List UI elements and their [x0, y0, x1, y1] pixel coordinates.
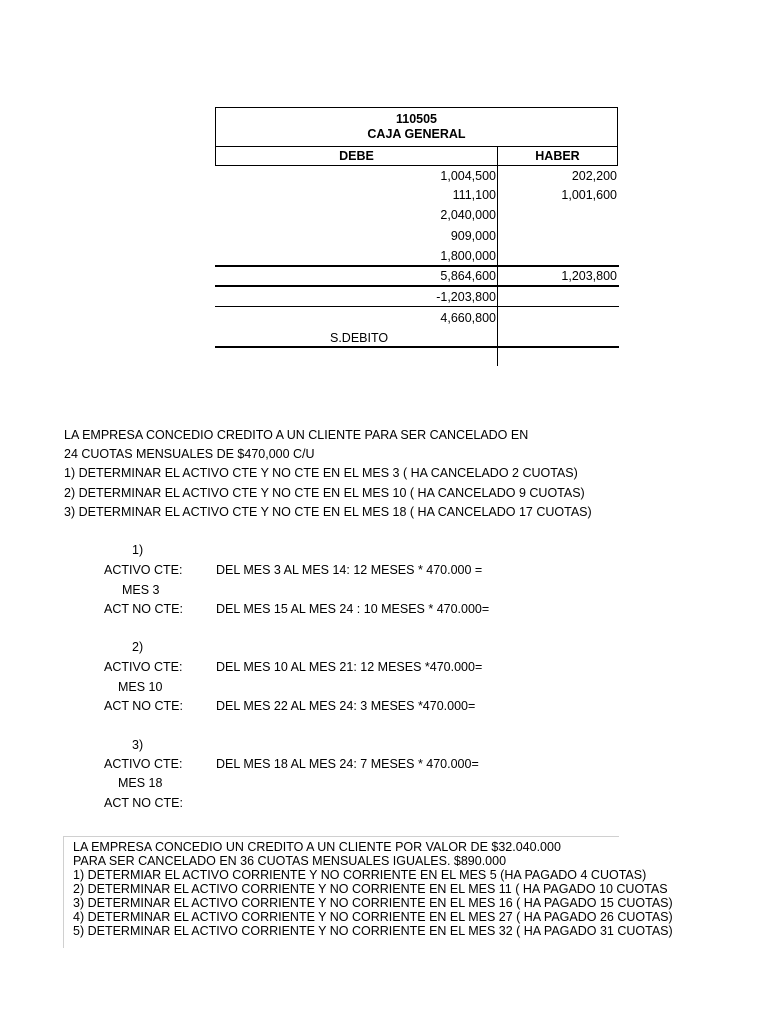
act-no-cte-calc: DEL MES 15 AL MES 24 : 10 MESES * 470.000= — [216, 602, 490, 616]
column-header-debe: DEBE — [215, 146, 498, 166]
answer-number: 1) — [132, 543, 144, 557]
less-haber: -1,203,800 — [436, 290, 496, 304]
statement-line: 3) DETERMINAR EL ACTIVO CTE Y NO CTE EN EL MES 18 ( HA CANCELADO 17 CUOTAS) — [64, 505, 592, 519]
statement-line: 1) DETERMINAR EL ACTIVO CTE Y NO CTE EN EL MES 3 ( HA CANCELADO 2 CUOTAS) — [64, 466, 578, 480]
ledger-title-box — [215, 107, 618, 147]
haber-entry: 1,001,600 — [561, 188, 617, 202]
statement-line: 2) DETERMINAR EL ACTIVO CORRIENTE Y NO CORRIENTE EN EL MES 11 ( HA PAGADO 10 CUOTAS — [73, 882, 668, 896]
debe-entry: 1,004,500 — [440, 169, 496, 183]
statement-line: PARA SER CANCELADO EN 36 CUOTAS MENSUALES IGUALES. $890.000 — [73, 854, 507, 868]
activo-cte-label: ACTIVO CTE: — [104, 660, 183, 674]
statement-line: 2) DETERMINAR EL ACTIVO CTE Y NO CTE EN EL MES 10 ( HA CANCELADO 9 CUOTAS) — [64, 486, 585, 500]
mes-label: MES 18 — [118, 776, 163, 790]
total-debe: 5,864,600 — [440, 269, 496, 283]
activo-cte-calc: DEL MES 10 AL MES 21: 12 MESES *470.000= — [216, 660, 483, 674]
column-header-haber: HABER — [497, 146, 618, 166]
mes-label: MES 3 — [122, 583, 160, 597]
act-no-cte-label: ACT NO CTE: — [104, 602, 183, 616]
haber-entry: 202,200 — [571, 169, 617, 183]
account-name: CAJA GENERAL — [367, 127, 466, 141]
statement-line: 1) DETERMIAR EL ACTIVO CORRIENTE Y NO CORRIENTE EN EL MES 5 (HA PAGADO 4 CUOTAS) — [73, 868, 647, 882]
mes-label: MES 10 — [118, 680, 163, 694]
answer-number: 3) — [132, 738, 144, 752]
statement-line: LA EMPRESA CONCEDIO UN CREDITO A UN CLIENTE POR VALOR DE $32.040.000 — [73, 840, 561, 854]
account-code: 110505 — [395, 112, 438, 126]
activo-cte-calc: DEL MES 18 AL MES 24: 7 MESES * 470.000= — [216, 757, 479, 771]
balance-rule — [215, 306, 619, 307]
statement-line: 4) DETERMINAR EL ACTIVO CORRIENTE Y NO CORRIENTE EN EL MES 27 ( HA PAGADO 26 CUOTAS) — [73, 910, 673, 924]
answer-number: 2) — [132, 640, 144, 654]
act-no-cte-label: ACT NO CTE: — [104, 699, 183, 713]
statement-line: 3) DETERMINAR EL ACTIVO CORRIENTE Y NO CORRIENTE EN EL MES 16 ( HA PAGADO 15 CUOTAS) — [73, 896, 673, 910]
statement-line: 5) DETERMINAR EL ACTIVO CORRIENTE Y NO CORRIENTE EN EL MES 32 ( HA PAGADO 31 CUOTAS) — [73, 924, 673, 938]
subtotal-rule — [215, 285, 619, 287]
problem-2-box — [63, 836, 673, 948]
activo-cte-calc: DEL MES 3 AL MES 14: 12 MESES * 470.000 = — [216, 563, 483, 577]
statement-line: LA EMPRESA CONCEDIO CREDITO A UN CLIENTE PARA SER CANCELADO EN — [64, 428, 529, 442]
activo-cte-label: ACTIVO CTE: — [104, 757, 183, 771]
act-no-cte-calc: DEL MES 22 AL MES 24: 3 MESES *470.000= — [216, 699, 476, 713]
debe-entry: 2,040,000 — [440, 208, 496, 222]
statement-line: 24 CUOTAS MENSUALES DE $470,000 C/U — [64, 447, 315, 461]
total-rule — [215, 265, 619, 267]
debe-entry: 909,000 — [450, 229, 496, 243]
act-no-cte-label: ACT NO CTE: — [104, 796, 183, 810]
total-haber: 1,203,800 — [561, 269, 617, 283]
activo-cte-label: ACTIVO CTE: — [104, 563, 183, 577]
debe-entry: 111,100 — [452, 188, 496, 202]
balance-label: S.DEBITO — [330, 331, 389, 345]
balance-value: 4,660,800 — [440, 311, 496, 325]
debe-entry: 1,800,000 — [440, 249, 496, 263]
final-rule — [215, 346, 619, 348]
